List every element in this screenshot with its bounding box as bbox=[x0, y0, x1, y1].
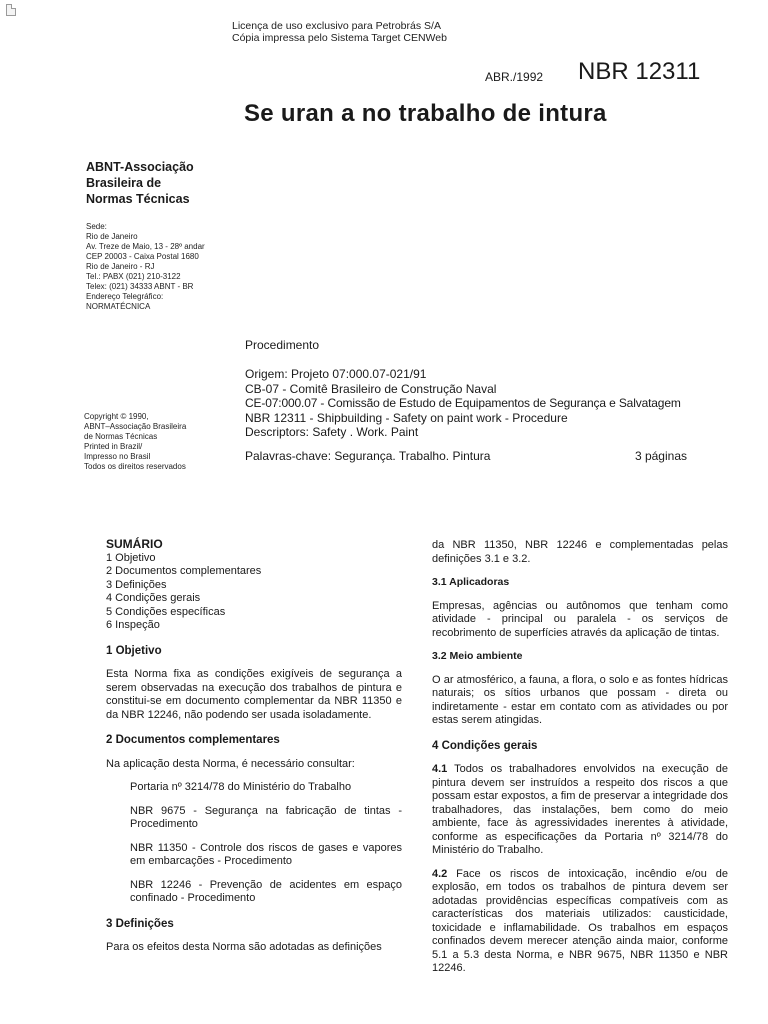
subsection-heading: 3.2 Meio ambiente bbox=[432, 650, 523, 662]
organization-line: Brasileira de bbox=[86, 176, 162, 190]
keywords-row bbox=[245, 449, 693, 463]
subsection-heading: 3.1 Aplicadoras bbox=[432, 576, 510, 588]
copyright-line: Todos os direitos reservados bbox=[84, 462, 186, 471]
section-text: Esta Norma fixa as condições exigíveis de segurança a serem observadas na execução dos trabalhos de pintura e constitui-se em documento complementar da NBR 11350 e da NBR 12246, não podendo ser usada isoladamente. bbox=[106, 668, 402, 721]
section-text: da NBR 11350, NBR 12246 e complementadas pelas definições 3.1 e 3.2. bbox=[432, 539, 728, 565]
organization-line: Normas Técnicas bbox=[86, 192, 190, 206]
section-text: Empresas, agências ou autônomos que tenham como atividade - principal ou paralela - os serviços de recobrimento de superfícies através da aplicação de tintas. bbox=[432, 599, 728, 639]
section-heading: 3 Definições bbox=[106, 917, 174, 930]
reference-document: NBR 12246 - Prevenção de acidentes em espaço confinado - Procedimento bbox=[130, 878, 402, 904]
reference-document: Portaria nº 3214/78 do Ministério do Trabalho bbox=[130, 781, 352, 793]
address-line: Rio de Janeiro - RJ bbox=[86, 262, 155, 271]
copyright-line: Printed in Brazil/ bbox=[84, 442, 143, 451]
organization-address bbox=[86, 222, 205, 312]
summary-item: 2 Documentos complementares bbox=[106, 565, 262, 577]
address-line: Telex: (021) 34333 ABNT - BR bbox=[86, 282, 194, 291]
origin-line: Descriptors: Safety . Work. Paint bbox=[245, 425, 419, 439]
summary-list bbox=[106, 552, 402, 633]
section-paragraph bbox=[432, 763, 728, 858]
reference-document: NBR 9675 - Segurança na fabricação de tintas - Procedimento bbox=[130, 804, 402, 830]
summary-item: 6 Inspeção bbox=[106, 619, 160, 631]
keywords: Palavras-chave: Segurança. Trabalho. Pintura bbox=[245, 449, 491, 463]
address-line: Rio de Janeiro bbox=[86, 232, 138, 241]
standard-code: NBR 12311 bbox=[578, 58, 701, 85]
summary-item: 3 Definições bbox=[106, 578, 167, 591]
section-text: Na aplicação desta Norma, é necessário consultar: bbox=[106, 757, 355, 770]
address-line: Sede: bbox=[86, 222, 107, 231]
paragraph-text: Todos os trabalhadores envolvidos na execução de pintura devem ser instruídos a respeito dos riscos a que possam estar expostos, a fim de preservar a integridade dos trabalhadores, das instalações, bem como do meio ambiente, face às agressividades inerentes à atividade, conforme as especificações da Portaria nº 3214/78 do Ministério do Trabalho. bbox=[432, 763, 728, 856]
document-icon bbox=[6, 4, 16, 16]
document-title: Se uran a no trabalho de intura bbox=[244, 100, 607, 127]
address-line: Av. Treze de Maio, 13 - 28º andar bbox=[86, 242, 205, 251]
copyright-line: Copyright © 1990, bbox=[84, 412, 149, 421]
address-line: NORMATÉCNICA bbox=[86, 302, 151, 311]
left-column bbox=[106, 538, 402, 955]
paragraph-text: Face os riscos de intoxicação, incêndio e/ou de explosão, em todos os trabalhos de pintura devem ser adotadas providências específicas compatíveis com as características dos materiais utilizados: causticidade, toxicidade e inflamabilidade. Os trabalhos em espaços confinados devem merecer atenção ainda maior, conforme 5.1 a 5.3 desta Norma, e NBR 9675, NBR 11350 e NBR 12246. bbox=[432, 867, 728, 974]
section-paragraph bbox=[432, 868, 728, 976]
summary-title: SUMÁRIO bbox=[106, 537, 163, 551]
license-line: Cópia impressa pelo Sistema Target CENWeb bbox=[232, 32, 447, 44]
copyright-notice bbox=[84, 412, 186, 472]
section-text: Para os efeitos desta Norma são adotadas as definições bbox=[106, 941, 382, 953]
organization-name bbox=[86, 159, 194, 207]
summary-item: 4 Condições gerais bbox=[106, 592, 201, 604]
summary-item: 1 Objetivo bbox=[106, 551, 156, 564]
summary-item: 5 Condições específicas bbox=[106, 605, 226, 618]
origin-line: CB-07 - Comitê Brasileiro de Construção Naval bbox=[245, 381, 497, 396]
document-type: Procedimento bbox=[245, 338, 320, 352]
address-line: CEP 20003 - Caixa Postal 1680 bbox=[86, 252, 199, 261]
paragraph-number: 4.1 bbox=[432, 763, 448, 775]
copyright-line: de Normas Técnicas bbox=[84, 432, 158, 441]
copyright-line: Impresso no Brasil bbox=[84, 452, 151, 461]
origin-line: CE-07:000.07 - Comissão de Estudo de Equipamentos de Segurança e Salvatagem bbox=[245, 396, 681, 410]
copyright-line: ABNT–Associação Brasileira bbox=[84, 422, 187, 431]
address-line: Endereço Telegráfico: bbox=[86, 292, 164, 301]
paragraph-number: 4.2 bbox=[432, 867, 448, 880]
section-heading: 4 Condições gerais bbox=[432, 739, 538, 752]
origin-block bbox=[245, 367, 681, 440]
right-column bbox=[432, 539, 728, 976]
section-text: O ar atmosférico, a fauna, a flora, o solo e as fontes hídricas naturais; os sítios urbanos que possam - direta ou indiretamente - estar em contato com as atividades ou por estas serem atingidas. bbox=[432, 673, 728, 726]
publication-date: ABR./1992 bbox=[485, 70, 544, 84]
origin-line: NBR 12311 - Shipbuilding - Safety on paint work - Procedure bbox=[245, 410, 568, 425]
reference-document: NBR 11350 - Controle dos riscos de gases e vapores em embarcações - Procedimento bbox=[130, 841, 402, 867]
section-heading: 1 Objetivo bbox=[106, 644, 162, 657]
license-line: Licença de uso exclusivo para Petrobrás S/A bbox=[232, 20, 441, 32]
page-count: 3 páginas bbox=[634, 449, 687, 463]
section-heading: 2 Documentos complementares bbox=[106, 734, 280, 746]
organization-line: ABNT-Associação bbox=[86, 160, 194, 174]
license-notice bbox=[232, 20, 447, 44]
origin-line: Origem: Projeto 07:000.07-021/91 bbox=[245, 367, 427, 381]
address-line: Tel.: PABX (021) 210-3122 bbox=[86, 272, 181, 281]
